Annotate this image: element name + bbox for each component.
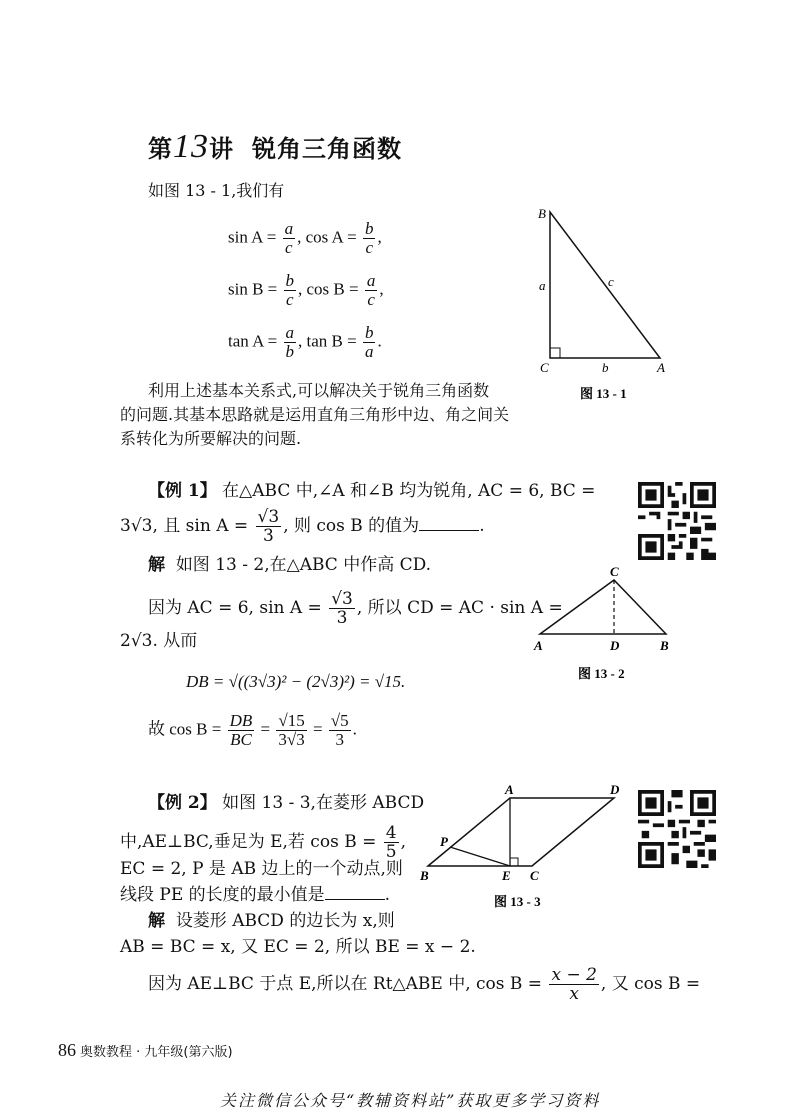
example-2-label: 【例 2】 [148,793,217,813]
formula-line-3: tan A = $\frac{a}{b}$ , tan B = $\frac{b}{a}$ . [228,323,382,361]
vertex-e: E [502,868,511,883]
example-2-line-1: 【例 2】 如图 13 - 3,在菱形 ABCD [148,793,425,813]
vertex-b: B [538,206,546,221]
answer-blank[interactable] [419,516,479,531]
vertex-a: A [657,360,665,375]
page-footer [58,1040,233,1061]
book-title: 奥数教程 · 九年级(第六版) [80,1045,233,1060]
lesson-title [148,128,402,166]
example-2-solution-3: 因为 AE⊥BC 于点 E,所以在 Rt△ABE 中, cos B = $\frac{x - 2}{x}$ , 又 cos B = [148,965,701,1004]
title-suffix: 讲 [209,134,234,163]
figure-13-2 [530,562,680,684]
segment-pe [450,847,510,866]
vertex-b: B [660,638,669,653]
intro-text: 如图 13 - 1,我们有 [148,181,285,200]
example-1-line-2: 3√3, 且 sin A = $\frac{√3}{3}$ , 则 cos B 的值为 . [120,507,485,546]
point-p: P [440,834,448,849]
formula-line-1: sin A = $\frac{a}{c}$ , cos A = $\frac{b}{c}$ , [228,219,382,257]
vertex-d: D [610,782,620,797]
example-2-line-3: EC = 2, P 是 AB 边上的一个动点,则 [120,859,403,879]
figure-caption: 图 13 - 1 [580,386,627,401]
side-b: b [602,360,609,375]
right-angle-mark [550,348,560,358]
example-2-line-4: 线段 PE 的长度的最小值是 . [120,885,391,905]
title-prefix: 第 [148,134,173,163]
vertex-d: D [610,638,620,653]
page-number: 86 [58,1040,76,1060]
paragraph-line-1: 利用上述基本关系式,可以解决关于锐角三角函数 [148,381,490,400]
example-1-solution-3: 2√3. 从而 [120,631,198,651]
vertex-c: C [530,868,539,883]
qr-code-2 [638,790,716,868]
side-c: c [608,274,614,289]
paragraph-line-2: 的问题.其基本思路就是运用直角三角形中边、角之间关 [120,405,510,424]
figure-13-3 [418,780,628,912]
example-2-solution-2: AB = BC = x, 又 EC = 2, 所以 BE = x − 2. [120,937,476,957]
formula-line-2: sin B = $\frac{b}{c}$ , cos B = $\frac{a}{c}$ , [228,271,384,309]
triangle-abc-2 [540,580,666,634]
example-1-solution-4: DB = √((3√3)² − (2√3)²) = √15. [186,672,406,691]
triangle-abc [550,212,660,358]
vertex-b: B [420,868,429,883]
example-1-line-1: 【例 1】 在△ABC 中,∠A 和∠B 均为锐角, AC = 6, BC = [148,481,596,501]
vertex-a: A [534,638,543,653]
answer-blank[interactable] [325,885,385,900]
vertex-c: C [610,564,619,579]
example-1-solution-5: 故 cos B = $\frac{DB}{BC}$ = $\frac{√15}{3√3}$ = $\frac{√5}{3}$ . [148,711,357,749]
vertex-a: A [505,782,514,797]
side-a: a [539,278,546,293]
example-1-solution-1: 解 如图 13 - 2,在△ABC 中作高 CD. [148,555,432,575]
right-angle-mark [510,858,518,866]
title-number: 13 [173,128,209,165]
example-2-line-2: 中,AE⊥BC,垂足为 E,若 cos B = $\frac{4}{5}$ , [120,823,406,862]
figure-13-1 [530,200,680,410]
watermark-text: 关注微信公众号“教辅资料站”获取更多学习资料 [220,1091,601,1110]
paragraph-line-3: 系转化为所要解决的问题. [120,429,302,448]
example-2-solution-1: 解 设菱形 ABCD 的边长为 x,则 [148,911,395,931]
vertex-c: C [540,360,549,375]
figure-caption: 图 13 - 3 [494,894,541,909]
example-1-solution-2: 因为 AC = 6, sin A = $\frac{√3}{3}$ , 所以 CD = AC · sin A = [148,589,563,628]
figure-caption: 图 13 - 2 [578,666,625,681]
qr-code-1 [638,482,716,560]
title-name: 锐角三角函数 [252,134,402,163]
rhombus-abcd [428,798,614,866]
example-1-label: 【例 1】 [148,481,217,501]
